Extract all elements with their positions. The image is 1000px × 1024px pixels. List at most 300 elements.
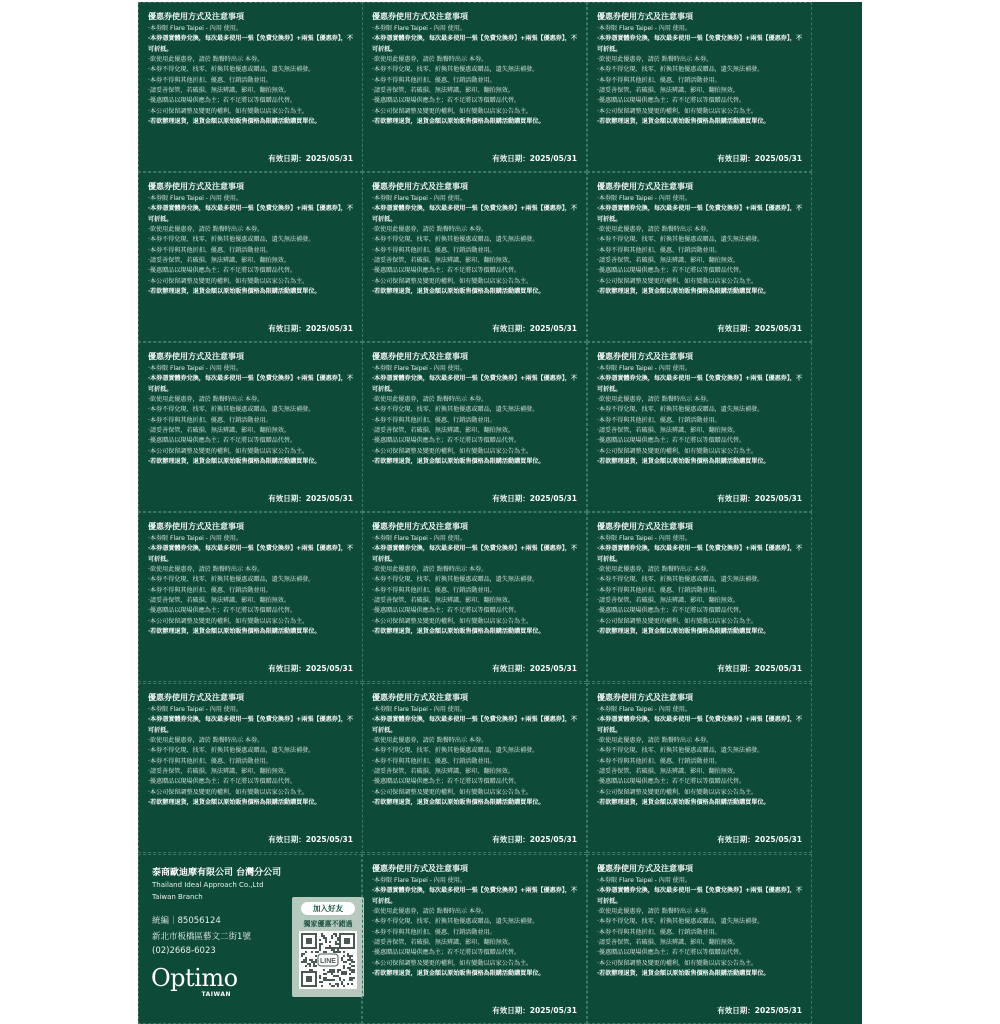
- coupon-rule: ‧請妥善保管，若破損、無法辨識、影印、翻拍無效。: [148, 257, 290, 265]
- coupon-rules-list: [597, 876, 803, 979]
- qr-module: [331, 973, 333, 975]
- qr-module: [335, 943, 337, 945]
- coupon-validity-date: 有效日期：2025/05/31: [492, 1006, 577, 1015]
- coupon-rule: ‧欲使用此優惠券，請於 點餐時出示 本券。: [597, 907, 713, 915]
- coupon-rule: ‧本公司保留調整及變更的權利，如有變動以店家公告為主。: [597, 959, 758, 967]
- coupon-rule: ‧本券不得與其他折扣、優惠、行銷活動並用。: [372, 586, 496, 594]
- coupon-validity-date: 有效日期：2025/05/31: [717, 494, 802, 503]
- coupon-rule: ‧請妥善保管，若破損、無法辨識、影印、翻拍無效。: [372, 768, 514, 776]
- coupon-rule: ‧本券不得兌現、找零、折換其他優惠或贈品，遺失無法補發。: [372, 747, 539, 755]
- coupon-rule: ‧本券限 Flare Taipei - 內用 使用。: [597, 706, 691, 713]
- qr-module: [353, 971, 355, 973]
- coupon-rule: ‧若欲辦理退貨，退貨金額以原始販售價格為限購活動購買單位。: [372, 288, 545, 296]
- qr-module: [347, 959, 349, 961]
- qr-module: [349, 955, 351, 957]
- qr-module: [351, 955, 353, 957]
- qr-module: [321, 943, 323, 945]
- qr-module: [301, 953, 303, 955]
- coupon-rule: ‧優惠贈品以現場供應為主；若不足將以等價贈品代替。: [372, 607, 520, 615]
- coupon-title: 優惠券使用方式及注意事項: [597, 352, 693, 361]
- coupon-rule: ‧本券不得與其他折扣、優惠、行銷活動並用。: [372, 416, 496, 424]
- qr-module: [323, 973, 325, 975]
- coupon-rule: ‧本券憑實體券兌換，每次最多使用一張【免費兌換券】+兩張【優惠券】，不可折抵。: [597, 35, 802, 53]
- qr-module: [343, 951, 345, 953]
- coupon-rule: ‧本券限 Flare Taipei - 內用 使用。: [597, 365, 691, 372]
- qr-module: [337, 969, 339, 971]
- coupon-rule: ‧本公司保留調整及變更的權利，如有變動以店家公告為主。: [372, 447, 533, 455]
- coupon-card: [138, 683, 363, 853]
- coupon-sheet: [138, 2, 862, 1024]
- qr-module: [337, 971, 339, 973]
- qr-module: [321, 933, 323, 935]
- coupon-rule: ‧本券不得兌現、找零、折換其他優惠或贈品，遺失無法補發。: [372, 406, 539, 414]
- qr-module: [339, 969, 341, 971]
- line-logo-text: LINE: [320, 958, 336, 965]
- qr-module: [339, 951, 341, 953]
- tax-id: 統編｜85056124: [152, 916, 221, 926]
- coupon-rule: ‧本券限 Flare Taipei - 內用 使用。: [148, 535, 242, 542]
- line-promo-box: [292, 897, 364, 997]
- qr-module: [337, 975, 339, 977]
- qr-module: [351, 983, 353, 985]
- coupon-rule: ‧欲使用此優惠券，請於 點餐時出示 本券。: [597, 225, 713, 233]
- coupon-rule: ‧請妥善保管，若破損、無法辨識、影印、翻拍無效。: [148, 87, 290, 95]
- coupon-rule: ‧優惠贈品以現場供應為主；若不足將以等價贈品代替。: [597, 267, 745, 275]
- coupon-rule: ‧本券不得兌現、找零、折換其他優惠或贈品，遺失無法補發。: [372, 918, 539, 926]
- company-english-name: Thailand Ideal Approach Co.,Ltd: [152, 881, 264, 889]
- qr-module: [349, 973, 351, 975]
- coupon-rule: ‧本券不得與其他折扣、優惠、行銷活動並用。: [148, 246, 272, 254]
- coupon-rule: ‧請妥善保管，若破損、無法辨識、影印、翻拍無效。: [148, 427, 290, 435]
- qr-module: [315, 961, 317, 963]
- coupon-rule: ‧若欲辦理退貨，退貨金額以原始販售價格為限購活動購買單位。: [372, 970, 545, 978]
- coupon-title: 優惠券使用方式及注意事項: [597, 12, 693, 21]
- coupon-card: [138, 2, 363, 172]
- coupon-rule: ‧若欲辦理退貨，退貨金額以原始販售價格為限購活動購買單位。: [597, 458, 770, 466]
- coupon-rule: ‧本券不得與其他折扣、優惠、行銷活動並用。: [372, 928, 496, 936]
- coupon-rule: ‧本券憑實體券兌換，每次最多使用一張【免費兌換券】+兩張【優惠券】，不可折抵。: [148, 375, 353, 393]
- coupon-rule: ‧若欲辦理退貨，退貨金額以原始販售價格為限購活動購買單位。: [372, 628, 545, 636]
- coupon-rule: ‧本券限 Flare Taipei - 內用 使用。: [372, 195, 466, 202]
- coupon-rule: ‧若欲辦理退貨，退貨金額以原始販售價格為限購活動購買單位。: [148, 799, 321, 807]
- add-friend-button[interactable]: 加入好友: [301, 902, 355, 915]
- qr-module: [305, 957, 307, 959]
- qr-module: [335, 975, 337, 977]
- coupon-title: 優惠券使用方式及注意事項: [148, 522, 244, 531]
- coupon-rule: ‧優惠贈品以現場供應為主；若不足將以等價贈品代替。: [148, 778, 296, 786]
- coupon-rule: ‧本公司保留調整及變更的權利，如有變動以店家公告為主。: [597, 107, 758, 115]
- qr-module: [333, 969, 335, 971]
- coupon-rule: ‧請妥善保管，若破損、無法辨識、影印、翻拍無效。: [597, 427, 739, 435]
- qr-module: [329, 969, 331, 971]
- qr-module: [325, 939, 327, 941]
- coupon-rule: ‧優惠贈品以現場供應為主；若不足將以等價贈品代替。: [372, 949, 520, 957]
- coupon-rule: ‧本公司保留調整及變更的權利，如有變動以店家公告為主。: [597, 447, 758, 455]
- coupon-rule: ‧本公司保留調整及變更的權利，如有變動以店家公告為主。: [372, 107, 533, 115]
- coupon-rule: ‧本券憑實體券兌換，每次最多使用一張【免費兌換券】+兩張【優惠券】，不可折抵。: [148, 716, 353, 734]
- coupon-rule: ‧本券不得與其他折扣、優惠、行銷活動並用。: [597, 586, 721, 594]
- coupon-rules-list: [597, 705, 803, 808]
- qr-module: [319, 945, 321, 947]
- coupon-card: [138, 172, 363, 342]
- qr-module: [309, 959, 311, 961]
- qr-module: [341, 973, 343, 975]
- coupon-rule: ‧本券限 Flare Taipei - 內用 使用。: [372, 877, 466, 884]
- qr-module: [331, 935, 333, 937]
- coupon-rule: ‧欲使用此優惠券，請於 點餐時出示 本券。: [372, 55, 488, 63]
- company-address: 新北市板橋區藝文二街1號: [152, 932, 251, 942]
- qr-module: [303, 961, 305, 963]
- qr-module: [353, 961, 355, 963]
- coupon-validity-date: 有效日期：2025/05/31: [268, 494, 353, 503]
- coupon-rules-list: [372, 876, 578, 979]
- coupon-rule: ‧本公司保留調整及變更的權利，如有變動以店家公告為主。: [372, 788, 533, 796]
- coupon-rule: ‧請妥善保管，若破損、無法辨識、影印、翻拍無效。: [597, 597, 739, 605]
- coupon-rule: ‧請妥善保管，若破損、無法辨識、影印、翻拍無效。: [148, 768, 290, 776]
- coupon-rule: ‧本公司保留調整及變更的權利，如有變動以店家公告為主。: [372, 959, 533, 967]
- qr-module: [319, 975, 321, 977]
- coupon-rule: ‧本券憑實體券兌換，每次最多使用一張【免費兌換券】+兩張【優惠券】，不可折抵。: [597, 545, 802, 563]
- qr-module: [343, 971, 345, 973]
- qr-module: [351, 959, 353, 961]
- coupon-rule: ‧本券不得兌現、找零、折換其他優惠或贈品，遺失無法補發。: [597, 747, 764, 755]
- qr-module: [313, 965, 315, 967]
- coupon-rule: ‧本券不得兌現、找零、折換其他優惠或贈品，遺失無法補發。: [148, 66, 315, 74]
- qr-module: [311, 951, 313, 953]
- coupon-rule: ‧本券不得與其他折扣、優惠、行銷活動並用。: [148, 586, 272, 594]
- qr-module: [317, 951, 319, 953]
- qr-module: [319, 981, 321, 983]
- qr-module: [325, 979, 327, 981]
- qr-module: [335, 983, 337, 985]
- coupon-title: 優惠券使用方式及注意事項: [597, 182, 693, 191]
- qr-module: [339, 977, 341, 979]
- qr-module: [325, 951, 327, 953]
- coupon-rule: ‧本券不得兌現、找零、折換其他優惠或贈品，遺失無法補發。: [597, 406, 764, 414]
- coupon-rules-list: [148, 705, 354, 808]
- coupon-rule: ‧請妥善保管，若破損、無法辨識、影印、翻拍無效。: [597, 257, 739, 265]
- coupon-rules-list: [597, 24, 803, 127]
- qr-module: [337, 949, 339, 951]
- coupon-rule: ‧本券限 Flare Taipei - 內用 使用。: [372, 706, 466, 713]
- coupon-card: [362, 2, 587, 172]
- coupon-rule: ‧優惠贈品以現場供應為主；若不足將以等價贈品代替。: [148, 437, 296, 445]
- qr-module: [347, 955, 349, 957]
- qr-module: [329, 979, 331, 981]
- qr-module: [351, 979, 353, 981]
- coupon-rule: ‧欲使用此優惠券，請於 點餐時出示 本券。: [597, 395, 713, 403]
- coupon-rule: ‧本券憑實體券兌換，每次最多使用一張【免費兌換券】+兩張【優惠券】，不可折抵。: [372, 375, 577, 393]
- company-phone: (02)2668-6023: [152, 946, 216, 956]
- coupon-rule: ‧若欲辦理退貨，退貨金額以原始販售價格為限購活動購買單位。: [148, 628, 321, 636]
- coupon-rule: ‧本券限 Flare Taipei - 內用 使用。: [148, 365, 242, 372]
- qr-module: [343, 965, 345, 967]
- qr-module: [327, 971, 329, 973]
- coupon-title: 優惠券使用方式及注意事項: [372, 352, 468, 361]
- coupon-rule: ‧若欲辦理退貨，退貨金額以原始販售價格為限購活動購買單位。: [148, 458, 321, 466]
- coupon-rule: ‧本公司保留調整及變更的權利，如有變動以店家公告為主。: [148, 617, 309, 625]
- qr-module: [319, 977, 321, 979]
- coupon-rules-list: [148, 364, 354, 467]
- qr-module: [311, 969, 313, 971]
- coupon-card: [138, 512, 363, 682]
- coupon-title: 優惠券使用方式及注意事項: [597, 522, 693, 531]
- coupon-rule: ‧本券限 Flare Taipei - 內用 使用。: [372, 365, 466, 372]
- qr-module: [349, 967, 351, 969]
- coupon-title: 優惠券使用方式及注意事項: [372, 864, 468, 873]
- coupon-rule: ‧若欲辦理退貨，退貨金額以原始販售價格為限購活動購買單位。: [597, 118, 770, 126]
- coupon-rule: ‧優惠贈品以現場供應為主；若不足將以等價贈品代替。: [148, 607, 296, 615]
- qr-module: [343, 955, 345, 957]
- qr-module: [337, 983, 339, 985]
- qr-module: [301, 955, 303, 957]
- qr-module: [331, 985, 333, 987]
- qr-module: [351, 977, 353, 979]
- qr-module: [335, 941, 337, 943]
- coupon-rules-list: [597, 534, 803, 637]
- qr-module: [337, 939, 339, 941]
- coupon-rule: ‧優惠贈品以現場供應為主；若不足將以等價贈品代替。: [597, 97, 745, 105]
- qr-module: [325, 947, 327, 949]
- coupon-validity-date: 有效日期：2025/05/31: [268, 154, 353, 163]
- qr-module: [333, 985, 335, 987]
- coupon-rule: ‧本公司保留調整及變更的權利，如有變動以店家公告為主。: [597, 277, 758, 285]
- coupon-rule: ‧本券憑實體券兌換，每次最多使用一張【免費兌換券】+兩張【優惠券】，不可折抵。: [372, 545, 577, 563]
- qr-module: [311, 961, 313, 963]
- coupon-rule: ‧本券憑實體券兌換，每次最多使用一張【免費兌換券】+兩張【優惠券】，不可折抵。: [148, 205, 353, 223]
- qr-module: [349, 977, 351, 979]
- coupon-card: [362, 854, 587, 1024]
- coupon-rule: ‧本券憑實體券兌換，每次最多使用一張【免費兌換券】+兩張【優惠券】，不可折抵。: [372, 205, 577, 223]
- qr-module: [341, 981, 343, 983]
- qr-module: [323, 969, 325, 971]
- qr-module: [313, 961, 315, 963]
- qr-module: [341, 971, 343, 973]
- coupon-rule: ‧本券不得與其他折扣、優惠、行銷活動並用。: [597, 416, 721, 424]
- qr-module: [345, 971, 347, 973]
- coupon-rule: ‧本券憑實體券兌換，每次最多使用一張【免費兌換券】+兩張【優惠券】，不可折抵。: [597, 375, 802, 393]
- coupon-rule: ‧欲使用此優惠券，請於 點餐時出示 本券。: [148, 225, 264, 233]
- company-english-branch: Taiwan Branch: [152, 893, 203, 901]
- qr-module: [331, 949, 333, 951]
- coupon-rule: ‧本券限 Flare Taipei - 內用 使用。: [597, 877, 691, 884]
- coupon-rule: ‧請妥善保管，若破損、無法辨識、影印、翻拍無效。: [597, 939, 739, 947]
- coupon-rule: ‧本公司保留調整及變更的權利，如有變動以店家公告為主。: [148, 277, 309, 285]
- qr-module: [321, 985, 323, 987]
- qr-module: [319, 943, 321, 945]
- qr-module: [309, 963, 311, 965]
- qr-module: [335, 933, 337, 935]
- coupon-rule: ‧優惠贈品以現場供應為主；若不足將以等價贈品代替。: [597, 778, 745, 786]
- qr-module: [331, 971, 333, 973]
- qr-module: [325, 977, 327, 979]
- qr-module: [305, 961, 307, 963]
- coupon-rule: ‧本券不得兌現、找零、折換其他優惠或贈品，遺失無法補發。: [372, 236, 539, 244]
- coupon-rule: ‧欲使用此優惠券，請於 點餐時出示 本券。: [148, 55, 264, 63]
- coupon-rule: ‧本券限 Flare Taipei - 內用 使用。: [597, 195, 691, 202]
- qr-module: [325, 973, 327, 975]
- coupon-rule: ‧請妥善保管，若破損、無法辨識、影印、翻拍無效。: [372, 597, 514, 605]
- coupon-title: 優惠券使用方式及注意事項: [597, 864, 693, 873]
- coupon-rules-list: [372, 24, 578, 127]
- optimo-logo: [151, 964, 238, 1001]
- coupon-rule: ‧本券不得與其他折扣、優惠、行銷活動並用。: [597, 757, 721, 765]
- coupon-rule: ‧本券限 Flare Taipei - 內用 使用。: [597, 535, 691, 542]
- coupon-rule: ‧若欲辦理退貨，退貨金額以原始販售價格為限購活動購買單位。: [372, 799, 545, 807]
- coupon-rule: ‧本券憑實體券兌換，每次最多使用一張【免費兌換券】+兩張【優惠券】，不可折抵。: [597, 205, 802, 223]
- coupon-rule: ‧本券憑實體券兌換，每次最多使用一張【免費兌換券】+兩張【優惠券】，不可折抵。: [148, 545, 353, 563]
- coupon-rule: ‧本券憑實體券兌換，每次最多使用一張【免費兌換券】+兩張【優惠券】，不可折抵。: [148, 35, 353, 53]
- coupon-rule: ‧請妥善保管，若破損、無法辨識、影印、翻拍無效。: [148, 597, 290, 605]
- coupon-card: [362, 512, 587, 682]
- coupon-rule: ‧欲使用此優惠券，請於 點餐時出示 本券。: [148, 736, 264, 744]
- coupon-rule: ‧本券不得兌現、找零、折換其他優惠或贈品，遺失無法補發。: [148, 236, 315, 244]
- coupon-validity-date: 有效日期：2025/05/31: [268, 664, 353, 673]
- coupon-rule: ‧本券憑實體券兌換，每次最多使用一張【免費兌換券】+兩張【優惠券】，不可折抵。: [597, 887, 802, 905]
- qr-module: [315, 955, 317, 957]
- coupon-rule: ‧若欲辦理退貨，退貨金額以原始販售價格為限購活動購買單位。: [597, 970, 770, 978]
- coupon-rule: ‧若欲辦理退貨，退貨金額以原始販售價格為限購活動購買單位。: [372, 458, 545, 466]
- qr-module: [331, 937, 333, 939]
- coupon-rule: ‧本公司保留調整及變更的權利，如有變動以店家公告為主。: [148, 447, 309, 455]
- coupon-rule: ‧欲使用此優惠券，請於 點餐時出示 本券。: [372, 225, 488, 233]
- qr-module: [333, 933, 335, 935]
- coupon-rule: ‧優惠贈品以現場供應為主；若不足將以等價贈品代替。: [597, 437, 745, 445]
- qr-module: [329, 983, 331, 985]
- coupon-rule: ‧本券不得與其他折扣、優惠、行銷活動並用。: [148, 757, 272, 765]
- coupon-title: 優惠券使用方式及注意事項: [148, 182, 244, 191]
- coupon-rule: ‧本券不得與其他折扣、優惠、行銷活動並用。: [597, 246, 721, 254]
- qr-module: [329, 971, 331, 973]
- company-name: 泰商歐迪摩有限公司 台灣分公司: [152, 868, 282, 878]
- qr-module: [315, 959, 317, 961]
- coupon-rule: ‧本券不得兌現、找零、折換其他優惠或贈品，遺失無法補發。: [372, 66, 539, 74]
- coupon-rule: ‧欲使用此優惠券，請於 點餐時出示 本券。: [372, 907, 488, 915]
- qr-module: [323, 937, 325, 939]
- coupon-card: [138, 342, 363, 512]
- line-offer-text: 獨家優惠不錯過: [303, 920, 353, 928]
- coupon-rule: ‧請妥善保管，若破損、無法辨識、影印、翻拍無效。: [372, 427, 514, 435]
- qr-module: [335, 951, 337, 953]
- qr-module: [343, 973, 345, 975]
- coupon-rule: ‧優惠贈品以現場供應為主；若不足將以等價贈品代替。: [148, 97, 296, 105]
- qr-module: [319, 949, 321, 951]
- coupon-title: 優惠券使用方式及注意事項: [372, 12, 468, 21]
- coupon-validity-date: 有效日期：2025/05/31: [717, 1006, 802, 1015]
- coupon-rule: ‧本券不得兌現、找零、折換其他優惠或贈品，遺失無法補發。: [597, 66, 764, 74]
- coupon-rule: ‧本券不得與其他折扣、優惠、行銷活動並用。: [597, 928, 721, 936]
- coupon-rule: ‧欲使用此優惠券，請於 點餐時出示 本券。: [372, 565, 488, 573]
- coupon-title: 優惠券使用方式及注意事項: [372, 182, 468, 191]
- coupon-card: [362, 683, 587, 853]
- coupon-rule: ‧若欲辦理退貨，退貨金額以原始販售價格為限購活動購買單位。: [597, 288, 770, 296]
- coupon-rule: ‧優惠贈品以現場供應為主；若不足將以等價贈品代替。: [148, 267, 296, 275]
- coupon-rule: ‧本券限 Flare Taipei - 內用 使用。: [372, 535, 466, 542]
- coupon-rule: ‧本券限 Flare Taipei - 內用 使用。: [148, 25, 242, 32]
- coupon-rule: ‧欲使用此優惠券，請於 點餐時出示 本券。: [148, 395, 264, 403]
- qr-module: [333, 979, 335, 981]
- coupon-title: 優惠券使用方式及注意事項: [148, 12, 244, 21]
- coupon-rule: ‧本券不得兌現、找零、折換其他優惠或贈品，遺失無法補發。: [148, 406, 315, 414]
- qr-module: [335, 947, 337, 949]
- coupon-rule: ‧欲使用此優惠券，請於 點餐時出示 本券。: [597, 55, 713, 63]
- coupon-rule: ‧本券憑實體券兌換，每次最多使用一張【免費兌換券】+兩張【優惠券】，不可折抵。: [372, 35, 577, 53]
- qr-module: [305, 965, 307, 967]
- coupon-rule: ‧欲使用此優惠券，請於 點餐時出示 本券。: [372, 395, 488, 403]
- coupon-rule: ‧本券不得與其他折扣、優惠、行銷活動並用。: [372, 246, 496, 254]
- coupon-rule: ‧本券不得與其他折扣、優惠、行銷活動並用。: [148, 416, 272, 424]
- qr-module: [303, 953, 305, 955]
- coupon-rule: ‧本公司保留調整及變更的權利，如有變動以店家公告為主。: [597, 617, 758, 625]
- qr-module: [345, 973, 347, 975]
- coupon-rules-list: [597, 194, 803, 297]
- logo-subtitle: TAIWAN: [201, 991, 231, 998]
- qr-module: [327, 979, 329, 981]
- qr-module: [303, 959, 305, 961]
- coupon-rule: ‧請妥善保管，若破損、無法辨識、影印、翻拍無效。: [372, 939, 514, 947]
- coupon-rule: ‧本公司保留調整及變更的權利，如有變動以店家公告為主。: [372, 617, 533, 625]
- coupon-rules-list: [597, 364, 803, 467]
- qr-module: [341, 957, 343, 959]
- qr-module: [311, 959, 313, 961]
- coupon-card: [587, 2, 812, 172]
- qr-module: [333, 971, 335, 973]
- coupon-card: [587, 683, 812, 853]
- coupon-validity-date: 有效日期：2025/05/31: [492, 324, 577, 333]
- coupon-validity-date: 有效日期：2025/05/31: [268, 835, 353, 844]
- qr-module: [343, 979, 345, 981]
- qr-module: [353, 965, 355, 967]
- qr-module: [331, 947, 333, 949]
- qr-module: [333, 975, 335, 977]
- coupon-rule: ‧本公司保留調整及變更的權利，如有變動以店家公告為主。: [148, 107, 309, 115]
- qr-module: [313, 963, 315, 965]
- coupon-rules-list: [372, 364, 578, 467]
- qr-module: [321, 935, 323, 937]
- qr-module: [347, 953, 349, 955]
- coupon-rule: ‧本券限 Flare Taipei - 內用 使用。: [148, 195, 242, 202]
- coupon-rule: ‧優惠贈品以現場供應為主；若不足將以等價贈品代替。: [597, 949, 745, 957]
- coupon-validity-date: 有效日期：2025/05/31: [268, 324, 353, 333]
- coupon-card: [362, 342, 587, 512]
- qr-module: [347, 967, 349, 969]
- coupon-rule: ‧優惠贈品以現場供應為主；若不足將以等價贈品代替。: [372, 97, 520, 105]
- coupon-title: 優惠券使用方式及注意事項: [148, 352, 244, 361]
- qr-module: [305, 951, 307, 953]
- qr-module: [331, 979, 333, 981]
- qr-module: [323, 977, 325, 979]
- coupon-rules-list: [372, 705, 578, 808]
- qr-module: [339, 979, 341, 981]
- coupon-title: 優惠券使用方式及注意事項: [372, 522, 468, 531]
- coupon-validity-date: 有效日期：2025/05/31: [717, 835, 802, 844]
- line-qr-code[interactable]: [299, 931, 357, 989]
- coupon-title: 優惠券使用方式及注意事項: [597, 693, 693, 702]
- qr-module: [331, 969, 333, 971]
- qr-module: [323, 935, 325, 937]
- qr-module: [327, 947, 329, 949]
- coupon-rules-list: [372, 534, 578, 637]
- coupon-rule: ‧優惠贈品以現場供應為主；若不足將以等價贈品代替。: [372, 267, 520, 275]
- coupon-rule: ‧欲使用此優惠券，請於 點餐時出示 本券。: [372, 736, 488, 744]
- coupon-rule: ‧本券限 Flare Taipei - 內用 使用。: [372, 25, 466, 32]
- coupon-rule: ‧本券不得與其他折扣、優惠、行銷活動並用。: [372, 757, 496, 765]
- qr-module: [351, 961, 353, 963]
- coupon-rule: ‧本券不得兌現、找零、折換其他優惠或贈品，遺失無法補發。: [597, 918, 764, 926]
- qr-module: [337, 985, 339, 987]
- qr-module: [349, 969, 351, 971]
- coupon-rule: ‧本券限 Flare Taipei - 內用 使用。: [597, 25, 691, 32]
